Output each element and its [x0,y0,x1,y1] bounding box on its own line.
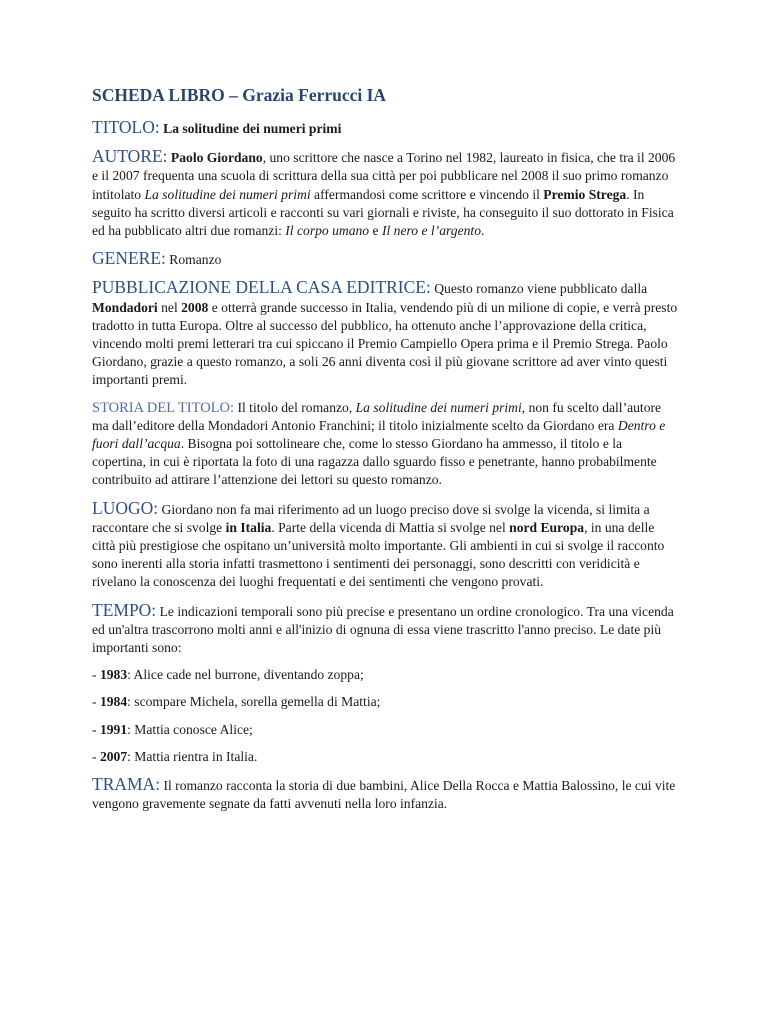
luogo-text-2: . Parte della vicenda di Mattia si svolge nel [271,519,510,535]
autore-text-4: e [369,223,382,239]
luogo-text-1: Giordano non fa mai riferimento ad un luogo preciso dove si svolge la vicenda, si limita a raccontare che si svolge [92,501,650,535]
date-year: 2007 [99,748,128,764]
autore-book-2: Il corpo umano [285,223,370,239]
list-item [92,748,678,766]
storia-heading: STORIA DEL TITOLO: [92,399,235,416]
date-text: : Mattia conosce Alice; [127,721,253,737]
date-text: : Mattia rientra in Italia. [127,748,258,764]
autore-text-3: . In seguito ha scritto diversi articoli e racconti su vari giornali e riviste, ha conseguito il suo dottorato in Fisica ed ha pubblicato altri due romanzi: [92,186,674,239]
list-item [92,666,678,684]
publisher-name: Mondadori [92,299,158,315]
section-titolo [92,118,678,138]
pubblicazione-text-3: e otterrà grande successo in Italia, vendendo più di un milione di copie, e verrà presto tradotto in tutta Europa. Oltre al successo del pubblico, ha ottenuto anche l’approvazione della critica, vincendo molti premi letterari tra cui spiccano il Premio Campiello Opera prima e il Premio Strega. Paolo Giordano, grazie a questo romanzo, a soli 26 anni diventa così il più giovane scrittore ad aver vinto questi importanti premi. [92,299,678,388]
date-list [92,666,678,766]
luogo-italia: in Italia [225,519,272,535]
autore-book-3: Il nero e l’argento [381,223,481,239]
list-item [92,693,678,711]
luogo-nord-europa: nord Europa [509,519,585,535]
section-genere [92,249,678,269]
autore-text-2: affermandosi come scrittore e vincendo il [310,186,544,202]
genere-heading: GENERE: [92,248,166,269]
author-name: Paolo Giordano [170,150,263,166]
date-text: : scompare Michela, sorella gemella di Mattia; [127,694,381,710]
pubblicazione-text-1: Questo romanzo viene pubblicato dalla [430,281,648,297]
titolo-value: La solitudine dei numeri primi [163,121,342,136]
document-title: SCHEDA LIBRO – Grazia Ferrucci IA [92,85,387,105]
date-prefix: - [92,748,100,764]
pubblicazione-heading: PUBBLICAZIONE DELLA CASA EDITRICE: [92,277,431,298]
tempo-heading: TEMPO: [92,599,157,620]
section-storia [92,399,678,490]
genere-value: Romanzo [169,252,222,268]
section-pubblicazione [92,278,678,389]
section-tempo [92,601,678,658]
publication-year: 2008 [181,299,209,315]
autore-prize: Premio Strega [543,186,627,202]
storia-alt-title: Dentro e fuori dall’acqua [92,417,666,452]
storia-text-2: , non fu scelto dall’autore ma dall’editore della Mondadori Antonio Franchini; il titolo inizialmente scelto da Giordano era [92,399,662,433]
tempo-text: Le indicazioni temporali sono più precise e presentano un ordine cronologico. Tra una vicenda ed un'altra trascorrono molti anni e all'inizio di ognuna di essa viene trascritto l'anno preciso. Le date più importanti sono: [92,603,674,656]
date-prefix: - [92,721,100,737]
trama-heading: TRAMA: [92,774,161,795]
luogo-heading: LUOGO: [92,497,159,518]
date-text: : Alice cade nel burrone, diventando zoppa; [127,667,364,683]
trama-text: Il romanzo racconta la storia di due bambini, Alice Della Rocca e Mattia Balossino, le cui vite vengono gravemente segnate da fatti avvenuti nella loro infanzia. [92,778,676,812]
storia-text-3: . Bisogna poi sottolineare che, come lo stesso Giordano ha ammesso, il titolo e la copertina, in cui è riportata la foto di una ragazza dallo sguardo fisso e penetrante, hanno probabilmente contribuito ad attirare l’attenzione dei lettori su questo romanzo. [92,436,657,488]
section-luogo [92,499,678,592]
pubblicazione-text-2: nel [157,299,182,315]
date-year: 1991 [99,721,128,737]
autore-text-5: . [481,223,485,239]
list-item [92,721,678,739]
autore-text-1: , uno scrittore che nasce a Torino nel 1982, laureato in fisica, che tra il 2006 e il 2007 frequenta una scuola di scrittura della sua città per poi pubblicare nel 2008 il suo primo romanzo intitolato [92,150,676,202]
section-autore [92,147,678,240]
titolo-heading: TITOLO: [92,117,160,137]
date-prefix: - [92,694,100,710]
date-prefix: - [92,667,100,683]
section-trama [92,775,678,813]
document-page [92,84,678,823]
luogo-text-3: , in una delle città più prestigiose che ospitano un’università molto importante. Gli ambienti in cui si svolge il racconto sono inerenti alla storia infatti trasmettono i sentimenti dei personaggi, sono descritti con veridicità e rivelano la conoscenza dei luoghi frequentati e dei sentimenti che vengono provati. [92,519,665,590]
autore-heading: AUTORE: [92,146,168,167]
date-year: 1984 [99,694,128,710]
autore-book-title: La solitudine dei numeri primi [144,186,311,202]
date-year: 1983 [99,667,128,683]
storia-book-title: La solitudine dei numeri primi [355,399,522,415]
storia-text-1: Il titolo del romanzo, [234,399,356,415]
